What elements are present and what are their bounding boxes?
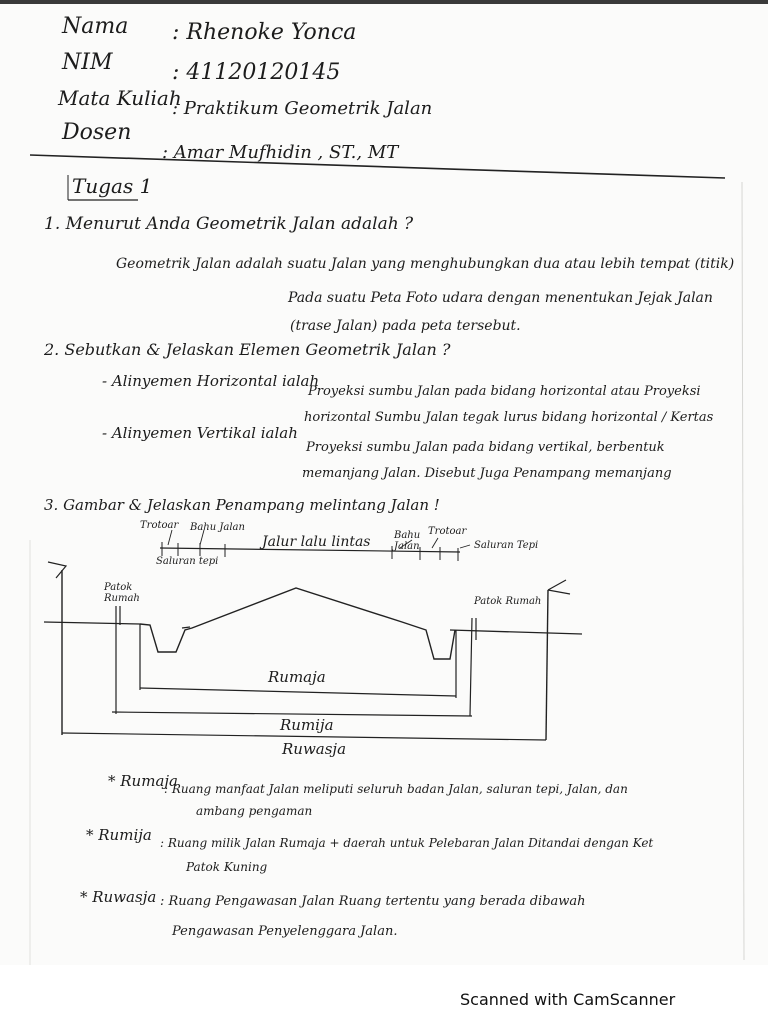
label-bahu-left: Bahu Jalan — [190, 522, 245, 533]
def-ruwasja-line-1: : Ruang Pengawasan Jalan Ruang tertentu yang berada dibawah — [160, 894, 586, 909]
q1-answer-line-1: Geometrik Jalan adalah suatu Jalan yang menghubungkan dua atau lebih tempat (titik) — [116, 256, 735, 272]
label-trotoar-right: Trotoar — [428, 526, 467, 537]
q3-question: 3. Gambar & Jelaskan Penampang melintang Jalan ! — [44, 496, 440, 514]
assignment-title: Tugas 1 — [72, 174, 153, 198]
def-rumija-line-2: Patok Kuning — [186, 860, 268, 874]
label-saluran-right: Saluran Tepi — [474, 540, 539, 551]
q1-answer-line-2: Pada suatu Peta Foto udara dengan menentukan Jejak Jalan — [288, 290, 713, 306]
nim-label: NIM — [62, 50, 113, 75]
q2-item2-line-2: memanjang Jalan. Disebut Juga Penampang memanjang — [302, 466, 672, 481]
q2-item1-line-2: horizontal Sumbu Jalan tegak lurus bidang horizontal / Kertas — [304, 410, 714, 425]
nama-value: : Rhenoke Yonca — [172, 20, 357, 45]
label-rumija: Rumija — [280, 716, 334, 734]
camscanner-watermark: Scanned with CamScanner — [460, 990, 676, 1009]
q1-question: 1. Menurut Anda Geometrik Jalan adalah ? — [44, 214, 414, 234]
nama-label: Nama — [62, 14, 129, 39]
q2-item1-term: - Alinyemen Horizontal ialah — [102, 372, 320, 390]
label-ruwasja: Ruwasja — [282, 740, 347, 758]
label-bahu-right: Bahu Jalan — [394, 530, 421, 552]
label-rumaja: Rumaja — [268, 668, 326, 686]
label-patok-left: Patok Rumah — [104, 582, 140, 604]
q2-item1-line-1: Proyeksi sumbu Jalan pada bidang horizontal atau Proyeksi — [308, 384, 701, 399]
nim-value: : 41120120145 — [172, 60, 341, 85]
def-rumaja-line-2: ambang pengaman — [196, 804, 313, 818]
label-saluran-left: Saluran tepi — [156, 556, 219, 567]
matkul-label: Mata Kuliah — [58, 86, 182, 110]
matkul-value: : Praktikum Geometrik Jalan — [172, 98, 433, 119]
q2-item2-term: - Alinyemen Vertikal ialah — [102, 424, 298, 442]
label-patok-right: Patok Rumah — [474, 596, 542, 607]
q2-item2-line-1: Proyeksi sumbu Jalan pada bidang vertikal, berbentuk — [306, 440, 665, 455]
q2-question: 2. Sebutkan & Jelaskan Elemen Geometrik Jalan ? — [44, 340, 451, 359]
label-jalur: Jalur lalu lintas — [262, 534, 371, 550]
def-rumija-line-1: : Ruang milik Jalan Rumaja + daerah untuk Pelebaran Jalan Ditandai dengan Ket — [160, 836, 654, 850]
dosen-label: Dosen — [62, 120, 132, 145]
dosen-value: : Amar Mufhidin , ST., MT — [162, 142, 399, 163]
q1-answer-line-3: (trase Jalan) pada peta tersebut. — [290, 318, 521, 334]
def-rumaja-term: * Rumaja — [108, 772, 178, 790]
label-trotoar-left: Trotoar — [140, 520, 179, 531]
def-ruwasja-line-2: Pengawasan Penyelenggara Jalan. — [172, 924, 398, 939]
def-rumija-term: * Rumija — [86, 826, 152, 844]
def-ruwasja-term: * Ruwasja — [80, 888, 157, 906]
def-rumaja-line-1: : Ruang manfaat Jalan meliputi seluruh badan Jalan, saluran tepi, Jalan, dan — [164, 782, 628, 796]
